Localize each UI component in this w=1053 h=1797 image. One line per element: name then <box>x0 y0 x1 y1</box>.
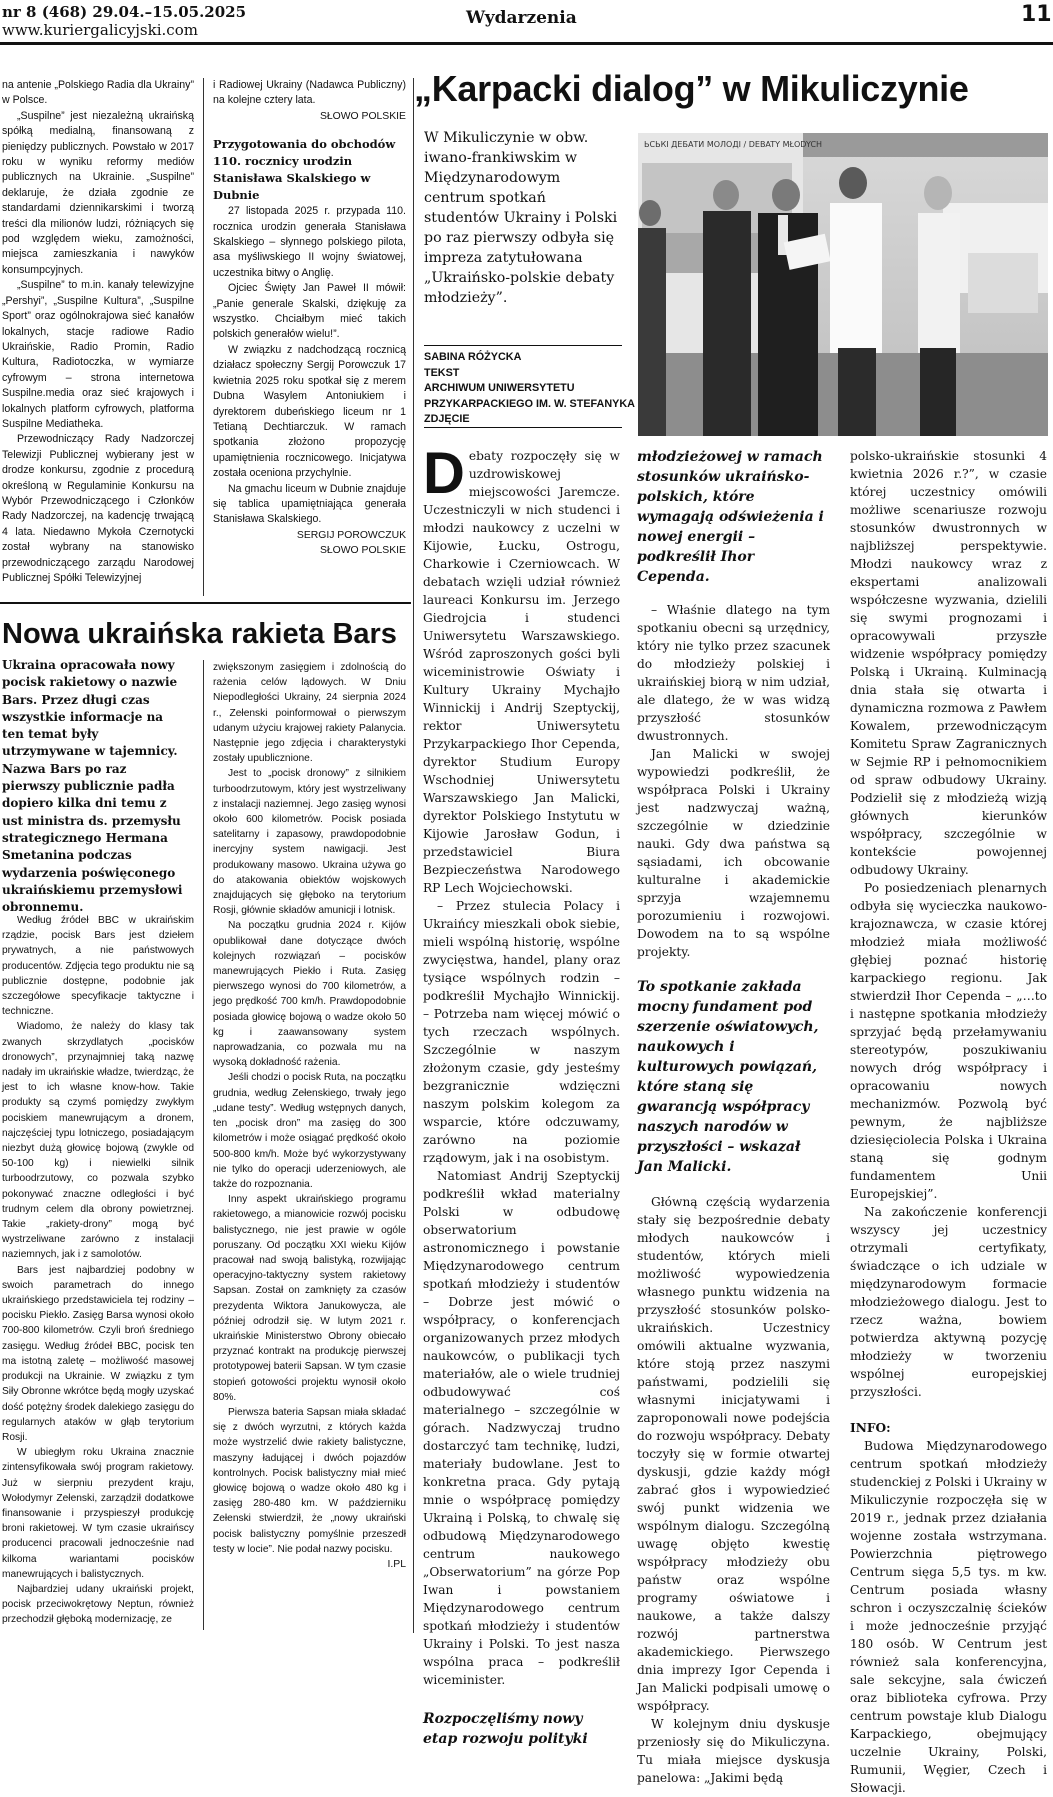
paragraph: Jeśli chodzi o pocisk Ruta, na początku grudnia, według Zełenskiego, trwały jego „udane testy”. Według wstępnych danych, ten „pocisk dron” ma zasięg do 300 kilometrów i może osiągać prędkość około 500-800 km/h. Może być wykorzystywany nie tylko do operacji uderzeniowych, ale także do rozpoznania. <box>213 1072 406 1190</box>
info-label: INFO: <box>850 1421 891 1435</box>
paragraph: – Przez stulecia Polacy i Ukraińcy mieszkali obok siebie, mieli wspólną historię, wspólne zwycięstwa, handel, plany oraz tysiące wspólnych rodzin – podkreślił Mychajło Winnickij. – Potrzeba nam więcej mówić o tych rzeczach wspólnych. Szczególnie w naszym złożonym czasie, gdy jesteśmy bezgranicznie wdzięczni naszym polskim kolegom za wsparcie, które odczuwamy, zarówno na poziomie rządowym, jak i na osobistym. <box>423 899 620 1165</box>
karpacki-headline: „Karpacki dialog” w Mikuliczynie <box>414 68 969 109</box>
pull-quote: To spotkanie zakłada mocny fundament pod szerzenie oświatowych, naukowych i kulturowych powiązań, które staną się gwarancją współpracy naszych narodów w przyszłości – wskazał Jan Malicki. <box>637 979 819 1175</box>
paragraph <box>423 441 620 897</box>
info-text: Budowa Międzynarodowego centrum spotkań młodzieży studenckiej z Polski i Ukrainy w Mikuliczynie rozpoczęła się w 2019 r., jednak przez działania wojenne została wstrzymana. Powierzchnia piętrowego Centrum sięga 5,5 tys. m kw. Centrum posiada własny schron i oczyszczalnię ścieków i może jednocześnie przyjąć 180 osób. W Centrum jest również sala konferencyjna, sale sekcyjne, sala ćwiczeń oraz biblioteka cyfrowa. Przy centrum powstaje klub Dialogu Karpackiego, obejmujący uczelnie Ukrainy, Polski, Rumunii, Węgier, Czech i Słowacji. <box>850 1439 1047 1795</box>
paragraph: W kolejnym dniu dyskusje przeniosły się do Mikuliczyna. Tu miała miejsce dyskusja panelowa: „Jakimi będą <box>637 1717 830 1785</box>
signature-author: SERGIJ POROWCZUK <box>296 529 406 541</box>
paragraph: na antenie „Polskiego Radia dla Ukrainy” w Polsce. <box>2 79 194 107</box>
credit-line: PRZYKARPACKIEGO IM. W. STEFANYKA <box>424 397 635 410</box>
credit-line: ZDJĘCIE <box>424 413 470 425</box>
paragraph: W związku z nadchodzącą rocznicą działacz społeczny Sergij Porowczuk 17 kwietnia 2025 roku spotkał się z merem Dubna Wasylem Antoniukiem i dyrektorem dubeńskiego liceum nr 1 Tetianą Dechtiarczuk. W ramach spotkania złożono propozycję upamiętnienia rocznicowego. Inicjatywa została oceniona przychylnie. <box>213 343 406 480</box>
photo-banner-text: ЬСЬКІ ДЕБАТИ МОЛОДІ / DEBATY MŁODYCH <box>644 140 823 149</box>
paragraph: 27 listopada 2025 r. przypada 110. rocznica urodzin generała Stanisława Skalskiego – słynnego polskiego pilota, asa myśliwskiego II wojny światowej, uczestnika bitwy o Anglię. <box>213 205 406 279</box>
paragraph: Inny aspekt ukraińskiego programu rakietowego, a mianowicie rozwój pocisku balistycznego, nie jest prawie w ogóle poruszany. Od początku XXI wieku Kijów pracował nad swoją balistyką, rozwijając operacyjno-taktyczny system rakietowy Sapsan. Został on zamknięty za czasów prezydenta Wiktora Janukowycza, ale później odrodził się. W lutym 2021 r. ukraińskie Ministerstwo Obrony obiecało przyznać kontrakt na produkcję pierwszej prototypowej baterii Sapsan. W tym czasie stopień gotowości projektu wynosił około 80%. <box>213 1194 406 1403</box>
pull-quote: Rozpoczęliśmy nowy etap rozwoju polityki <box>423 1711 588 1747</box>
paragraph: Przewodniczący Rady Nadzorczej Telewizji Publicznej wybierany jest w drodze konkursu, zgodnie z procedurą określoną w Regulaminie Konkursu na Wybór Przewodniczącego i Członków Rady Nadzorczej, na kadencję trwającą 4 lata. Niedawno Mykoła Czernotycki został wybrany na stanowisko przewodniczącego zarządu Narodowej Publicznej Spółki Telewizyjnej <box>2 433 194 584</box>
credit-line: ARCHIWUM UNIWERSYTETU <box>424 382 575 394</box>
paragraph: Najbardziej udany ukraiński projekt, pocisk przeciwokrętowy Neptun, również przechodził głęboką modernizację, ze <box>2 1583 194 1626</box>
bars-col2 <box>213 660 406 1572</box>
event-photo <box>638 133 1048 436</box>
paragraph: W ubiegłym roku Ukraina znacznie zintensyfikowała swój program rakietowy. Już w sierpniu prezydent kraju, Wołodymyr Zełenski, zarządził dodatkowe finansowanie i przyspieszył produkcję broni rakietowej. W tym czasie ukraińscy producenci pracowali jednocześnie nad kilkoma wariantami pocisków manewrujących i balistycznych. <box>2 1447 194 1580</box>
karpacki-col-c <box>850 447 1047 1797</box>
karpacki-col-b <box>637 447 830 1787</box>
paragraph: – Właśnie dlatego na tym spotkaniu obecni są urzędnicy, który nie tylko przez szacunek do młodzieży polskiej i ukraińskiej biorą w nim udział, ale dlatego, że w was widzą przyszłość stosunków dwustronnych. <box>637 603 830 743</box>
paragraph: i Radiowej Ukrainy (Nadawca Publiczny) na kolejne cztery lata. <box>213 79 406 107</box>
paragraph: „Suspilne” to m.in. kanały telewizyjne „Pershyi”, „Suspilne Kultura”, „Suspilne Sport” oraz ogólnokrajowa sieć kanałów lokalnych, stacje radiowe Radio Ukraińskie, Radio Promin, Radio Kultura, Radiotoczka, w wymiarze cyfrowym – strona internetowa Suspilne.media oraz sieć krajowych i lokalnych platform cyfrowych, platforma Suspilne Mediatheka. <box>2 279 194 430</box>
paragraph: Jan Malicki w swojej wypowiedzi podkreślił, że współpraca Polski i Ukrainy jest nadzwyczaj ważną, szczególnie w dziedzinie nauki. Gdy dwa państwa są sąsiadami, ich obcowanie kulturalne i akademickie sprzyja wzajemnemu porozumieniu i rozwojowi. Dowodem na to są wspólne projekty. <box>637 747 830 959</box>
signature: I.PL <box>387 1558 406 1570</box>
karpacki-col-a <box>423 441 620 1749</box>
section-title: Wydarzenia <box>466 8 577 28</box>
signature: SŁOWO POLSKIE <box>319 110 406 122</box>
photo-credits <box>424 350 635 428</box>
bars-col1 <box>2 913 194 1628</box>
paragraph: Na początku grudnia 2024 r. Kijów opublikował dane dotyczące dwóch kolejnych rozwiązań – pocisków manewrujących Piekło i Ruta. Zasięg pierwszego wynosi do 700 kilometrów, a jego prędkość 700 km/h. Prawdopodobnie posiada głowicę bojową o wadze około 50 kg i zaawansowany system naprowadzania, co pozwala mu na wysoką dokładność rażenia. <box>213 920 406 1069</box>
paragraph: polsko-ukraińskie stosunki 4 kwietnia 2026 r.?”, w czasie której uczestnicy omówili możliwe scenariusze rozwoju stosunków dwustronnych w najbliższej perspektywie. Młodzi naukowcy wraz z ekspertami analizowali współczesne wyzwania, dzielili się swymi prognozami i opracowywali przyszłe widzenie współpracy pomiędzy Polską i Ukrainą. Kulminacją dnia stała się otwarta i dynamiczna rozmowa z Pawłem Kowalem, przewodniczącym Komitetu Spraw Zagranicznych w Sejmie RP i pełnomocnikiem od spraw odbudowy Ukrainy. Podzielił się z młodzieżą wizją głównych kierunków współpracy, szczególnie w kontekście powojennej odbudowy Ukrainy. <box>850 449 1047 877</box>
skalski-subhead: Przygotowania do obchodów 110. rocznicy urodzin Stanisława Skalskiego w Dubnie <box>213 137 396 203</box>
paragraph: Według źródeł BBC w ukraińskim rządzie, pocisk Bars jest dziełem prywatnych, a nie państwowych producentów. Zdjęcia tego produktu nie są publicznie dostępne, podobnie jak szczegółowe specyfikacje taktyczne i techniczne. <box>2 915 194 1018</box>
paragraph: Pierwsza bateria Sapsan miała składać się z dwóch wyrzutni, z których każda może wystrzelić dwie rakiety balistyczne, maszyny ładującej i dwóch pojazdów kontrolnych. Pocisk balistyczny miał mieć głowicę bojową o wadze około 480 kg i zasięg 280-480 km. W październiku Zełenski stwierdził, że „nowy ukraiński pocisk balistyczny pomyślnie przeszedł testy w locie”. Nie podał nazwy pocisku. <box>213 1406 406 1555</box>
signature-source: SŁOWO POLSKIE <box>319 545 406 557</box>
website-url[interactable]: www.kuriergalicyjski.com <box>2 21 198 39</box>
column-divider <box>413 78 414 1633</box>
karpacki-lead: W Mikuliczynie w obw. iwano-frankiwskim w Międzynarodowym centrum spotkań studentów Ukrainy i Polski po raz pierwszy odbyła się impreza zatytułowana „Ukraińsko-polskie debaty młodzieży”. <box>424 130 618 306</box>
section-divider <box>0 602 411 604</box>
paragraph: Na gmachu liceum w Dubnie znajduje się tablica upamiętniająca generała Stanisława Skalskiego. <box>213 482 406 526</box>
column-divider <box>203 78 204 596</box>
suspilne-article-col1 <box>2 78 194 586</box>
paragraph: Bars jest najbardziej podobny w swoich parametrach do innego ukraińskiego przedstawiciela tej rodziny – pocisku Piekło. Zasięg Barsa wynosi około 700-800 kilometrów. Czyli broń średniego zasięgu. Według źródeł BBC, pocisk ten ma istotną zaletę – możliwość masowej produkcji na Ukrainie. W związku z tym Siły Obronne wkrótce będą mogły uzyskać dość potężny środek dalekiego zasięgu do regularnych ataków w głąb terytorium Rosji. <box>2 1264 194 1443</box>
paragraph: Główną częścią wydarzenia stały się bezpośrednie debaty młodych naukowców i studentów, których mieli możliwość wypowiedzenia własnego punktu widzenia na przyszłość stosunków polsko-ukraińskich. Uczestnicy omówili aktualne wyzwania, które stoją przez naszymi państwami, podzielili się własnymi inicjatywami i zaproponowali nowe podejścia do rozwoju współpracy. Debaty toczyły się w formie otwartej dyskusji, gdzie każdy mógł zabrać głos i wypowiedzieć swój punkt widzenia we wspólnym dialogu. Szczególną uwagę objęto kwestię współpracy młodzieży obu państw oraz wspólne programy oświatowe i naukowe, a także dalszy rozwój partnerstwa akademickiego. Pierwszego dnia imprezy Igor Cependa i Jan Malicki podpisali umowę o współpracy. <box>637 1195 830 1713</box>
paragraph: Na zakończenie konferencji wszyscy jej uczestnicy otrzymali certyfikaty, świadczące o ich udziale w międzynarodowym formacie młodzieżowego dialogu. Jest to rzecz ważna, bowiem potwierdza aktywną pozycję młodzieży w tworzeniu wspólnej europejskiej przyszłości. <box>850 1205 1047 1399</box>
paragraph-text: ebaty rozpoczęły się w uzdrowiskowej miejscowości Jaremcze. Uczestniczyli w nich studenci i młodzi naukowcy z uczelni w Kijowie, Łucku, Ostrogu, Charkowie i Czerniowcach. W debatach wzięli udział również laureaci Konkursu im. Jerzego Giedrojcia i studenci Uniwersytetu Warszawskiego. Wśród zaproszonych gości byli wiceministrowie Oświaty i Kultury Ukrainy Mychajło Winnickij i Andrij Szeptyckij, rektor Uniwersytetu Przykarpackiego Ihor Cependa, dyrektor Studium Europy Wschodniej Uniwersytetu Warszawskiego Jan Malicki, dyrektor Polskiego Instytutu w Kijowie Jarosław Godun, i przedstawiciel Biura Bezpieczeństwa Narodowego RP Lech Wojciechowski. <box>423 449 620 895</box>
bars-lead: Ukraina opracowała nowy pocisk rakietowy o nazwie Bars. Przez długi czas wszystkie informacje na ten temat były utrzymywane w tajemnicy. Nazwa Bars po raz pierwszy publicznie padła dopiero kilka dni temu z ust ministra ds. przemysłu strategicznego Hermana Smetanina podczas wydarzenia poświęconego ukraińskiemu przemysłowi obronnemu. <box>2 658 183 915</box>
bars-headline: Nowa ukraińska rakieta Bars <box>2 618 397 650</box>
credits-rule <box>424 345 622 346</box>
issue-info: nr 8 (468) 29.04.–15.05.2025 <box>2 3 247 21</box>
credit-line: TEKST <box>424 366 460 379</box>
column-divider <box>203 660 204 1630</box>
credit-line: SABINA RÓŻYCKA <box>424 351 522 363</box>
header-rule <box>0 42 1053 45</box>
paragraph: Wiadomo, że należy do klasy tak zwanych skrzydlatych „pocisków dronowych”, przynajmniej taką nazwę nadały im ukraińskie władze, twierdząc, że jest to ich własne know-how. Takie produkty są czymś pomiędzy zwykłym pociskiem manewrującym a dronem, najczęściej typu lotniczego, posiadającym niezbyt dużą głowicę bojową (zwykle od 50-100 kg) i niewielki silnik turboodrzutowy, co pozwala szybko pokonywać znaczne odległości i być trudnym celem dla obrony powietrznej. Takie „rakiety-drony” mogą być wystrzeliwane zarówno z instalacji naziemnych, jak i z samolotów. <box>2 1021 194 1261</box>
page-number: 11 <box>1021 2 1052 27</box>
paragraph: Ojciec Święty Jan Paweł II mówił: „Panie generale Skalski, dziękuję za wszystko. Chciałbym mieć takich polskich generałów wielu!”. <box>213 282 406 341</box>
paragraph: zwiększonym zasięgiem i zdolnością do rażenia celów lądowych. W Dniu Niepodległości Ukrainy, 24 sierpnia 2024 r., Zełenski poinformował o pierwszym udanym użyciu krajowej rakiety Palanycia. Następnie jego zdjęcia i charakterystyki zostały upublicznione. <box>213 662 406 765</box>
credits-rule <box>424 427 622 428</box>
paragraph: Natomiast Andrij Szeptyckij podkreślił wkład materialny Polski w odbudowę obserwatorium astronomicznego i powstanie Międzynarodowego centrum spotkań młodzieży i studentów – Dobrze jest mówić o współpracy, o konferencjach organizowanych przez młodych naukowców, o publikacji tych materiałów, ale o wiele trudniej odbudowywać coś materialnego – szczególnie w górach. Nadzwyczaj trudno dostarczyć tam technikę, ludzi, materiały budowlane. Jest to konkretna praca. Gdy pytają mnie o współpracę pomiędzy Ukrainą i Polską, to chwalę się odbudową Międzynarodowego centrum naukowego „Obserwatorium” na górze Pop Iwan i powstaniem Międzynarodowego centrum spotkań młodzieży i studentów Ukrainy i Polski. To jest nasza wspólna praca – podkreślił wiceminister. <box>423 1169 620 1687</box>
event-photo-illustration <box>638 133 1048 436</box>
paragraph: Jest to „pocisk dronowy” z silnikiem turboodrzutowym, który jest wystrzeliwany z instalacji naziemnej. Jego zasięg wynosi około 600 kilometrów. Pocisk posiada satelitarny i zapasowy, prawdopodobnie inercyjny system nawigacji. Jest produkowany masowo. Ukraina używa go do atakowania obiektów wojskowych znajdujących się głęboko na terytorium Rosji, głównie składów amunicji i lotnisk. <box>213 768 406 917</box>
drop-cap: D <box>423 441 465 506</box>
suspilne-article-col2 <box>213 78 406 559</box>
paragraph: „Suspilne” jest niezależną ukraińską spółką medialną, finansowaną z pieniędzy publicznych. Powstało w 2017 roku w wyniku reformy mediów publicznych na Ukrainie. „Suspilne” deklaruje, że działa zgodnie ze standardami dziennikarskimi i tworzą treści dla milionów ludzi, różniących się pod względem wieku, zamożności, miejsca zamieszkania i nawyków konsumpcyjnych. <box>2 109 194 276</box>
paragraph: Po posiedzeniach plenarnych odbyła się wycieczka naukowo-krajoznawcza, w czasie której młodzież miała możliwość głębiej poznać historię karpackiego regionu. Jak stwierdził Ihor Cependa – „…to i następne spotkania młodzieży sprzyjać będą przełamywaniu stereotypów, poszukiwaniu nowych dróg współpracy i opracowaniu nowych mechanizmów. Pozwolą być pewnym, że najbliższe dziesięciolecia Polska i Ukraina staną się godnym fundamentem Unii Europejskiej”. <box>850 881 1047 1201</box>
pull-quote: młodzieżowej w ramach stosunków ukraińsko-polskich, które wymagają odświeżenia i nowej energii – podkreślił Ihor Cependa. <box>637 449 824 585</box>
